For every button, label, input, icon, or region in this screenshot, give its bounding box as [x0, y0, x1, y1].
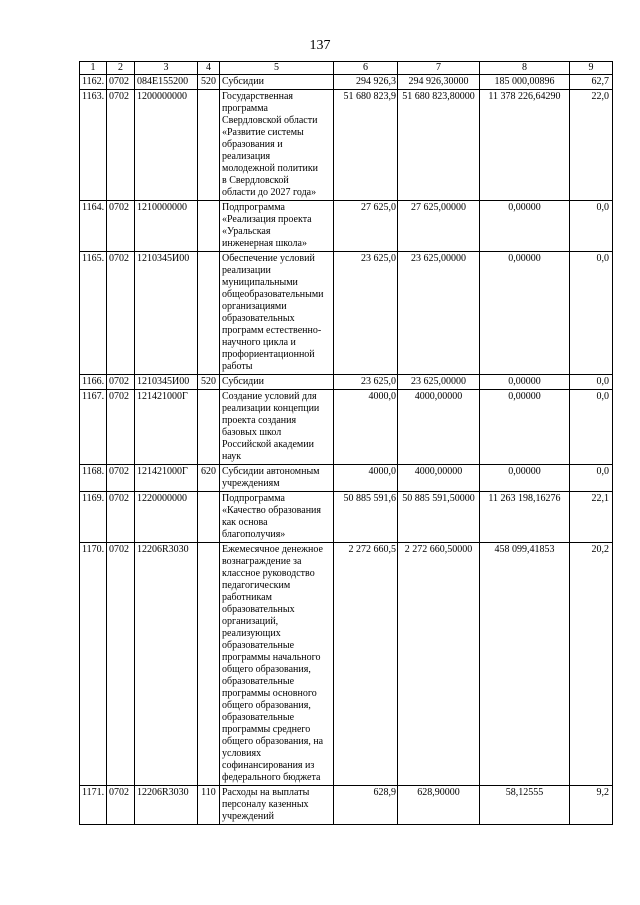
approved-amount-cell: 2 272 660,50000 — [398, 543, 480, 786]
table-row — [80, 252, 613, 375]
target-code-cell: 1210345И00 — [135, 375, 198, 390]
header-cell: 4 — [198, 62, 220, 75]
item-name-cell: Субсидии — [220, 75, 334, 90]
row-number-cell: 1171. — [80, 786, 107, 825]
executed-amount-cell: 458 099,41853 — [480, 543, 570, 786]
item-name-cell: Создание условий для реализации концепции проекта создания базовых школ Российской академии наук — [220, 390, 334, 465]
item-name-cell: Ежемесячное денежное вознаграждение за классное руководство педагогическим работникам образовательных организаций, реализующих образовательные программы начального общего образования, образовательные программы основного общего образования, образовательные программы среднего общего образования, на условиях софинансирования из федерального бюджета — [220, 543, 334, 786]
target-code-cell: 084E155200 — [135, 75, 198, 90]
header-cell: 6 — [334, 62, 398, 75]
approved-amount-cell: 628,90000 — [398, 786, 480, 825]
planned-amount-cell: 51 680 823,9 — [334, 90, 398, 201]
item-name-cell: Субсидии — [220, 375, 334, 390]
section-code-cell: 0702 — [107, 201, 135, 252]
table-row — [80, 375, 613, 390]
executed-amount-cell: 58,12555 — [480, 786, 570, 825]
expense-type-cell: 520 — [198, 75, 220, 90]
header-cell: 3 — [135, 62, 198, 75]
planned-amount-cell: 4000,0 — [334, 390, 398, 465]
item-name-cell: Субсидии автономным учреждениям — [220, 465, 334, 492]
executed-amount-cell: 0,00000 — [480, 252, 570, 375]
target-code-cell: 1200000000 — [135, 90, 198, 201]
expense-type-cell — [198, 90, 220, 201]
target-code-cell: 1210345И00 — [135, 252, 198, 375]
row-number-cell: 1165. — [80, 252, 107, 375]
budget-table — [79, 61, 613, 825]
row-number-cell: 1166. — [80, 375, 107, 390]
header-cell: 5 — [220, 62, 334, 75]
item-name-cell: Обеспечение условий реализации муниципальными общеобразовательными организациями образовательных программ естественно- научного цикла и профориентационной работы — [220, 252, 334, 375]
execution-percent-cell: 0,0 — [570, 465, 613, 492]
section-code-cell: 0702 — [107, 786, 135, 825]
section-code-cell: 0702 — [107, 543, 135, 786]
planned-amount-cell: 23 625,0 — [334, 252, 398, 375]
header-cell: 8 — [480, 62, 570, 75]
expense-type-cell: 520 — [198, 375, 220, 390]
execution-percent-cell: 9,2 — [570, 786, 613, 825]
approved-amount-cell: 27 625,00000 — [398, 201, 480, 252]
planned-amount-cell: 2 272 660,5 — [334, 543, 398, 786]
planned-amount-cell: 294 926,3 — [334, 75, 398, 90]
target-code-cell: 1210000000 — [135, 201, 198, 252]
item-name-cell: Расходы на выплаты персоналу казенных учреждений — [220, 786, 334, 825]
row-number-cell: 1168. — [80, 465, 107, 492]
header-row — [80, 62, 613, 75]
expense-type-cell — [198, 252, 220, 375]
section-code-cell: 0702 — [107, 390, 135, 465]
row-number-cell: 1170. — [80, 543, 107, 786]
execution-percent-cell: 62,7 — [570, 75, 613, 90]
page-number: 137 — [309, 38, 331, 53]
executed-amount-cell: 0,00000 — [480, 375, 570, 390]
execution-percent-cell: 0,0 — [570, 201, 613, 252]
expense-type-cell — [198, 390, 220, 465]
execution-percent-cell: 0,0 — [570, 390, 613, 465]
planned-amount-cell: 628,9 — [334, 786, 398, 825]
expense-type-cell — [198, 543, 220, 786]
section-code-cell: 0702 — [107, 252, 135, 375]
table-row — [80, 75, 613, 90]
section-code-cell: 0702 — [107, 75, 135, 90]
target-code-cell: 12206R3030 — [135, 786, 198, 825]
executed-amount-cell: 11 378 226,64290 — [480, 90, 570, 201]
executed-amount-cell: 0,00000 — [480, 390, 570, 465]
executed-amount-cell: 11 263 198,16276 — [480, 492, 570, 543]
table-row — [80, 90, 613, 201]
executed-amount-cell: 185 000,00896 — [480, 75, 570, 90]
table-row — [80, 465, 613, 492]
item-name-cell: Государственная программа Свердловской области «Развитие системы образования и реализация молодежной политики в Свердловской области до 2027 года» — [220, 90, 334, 201]
expense-type-cell: 620 — [198, 465, 220, 492]
section-code-cell: 0702 — [107, 465, 135, 492]
section-code-cell: 0702 — [107, 375, 135, 390]
approved-amount-cell: 4000,00000 — [398, 390, 480, 465]
row-number-cell: 1169. — [80, 492, 107, 543]
approved-amount-cell: 294 926,30000 — [398, 75, 480, 90]
target-code-cell: 12206R3030 — [135, 543, 198, 786]
table-row — [80, 492, 613, 543]
approved-amount-cell: 23 625,00000 — [398, 252, 480, 375]
table-row — [80, 543, 613, 786]
planned-amount-cell: 23 625,0 — [334, 375, 398, 390]
row-number-cell: 1164. — [80, 201, 107, 252]
row-number-cell: 1162. — [80, 75, 107, 90]
expense-type-cell — [198, 201, 220, 252]
planned-amount-cell: 27 625,0 — [334, 201, 398, 252]
executed-amount-cell: 0,00000 — [480, 201, 570, 252]
header-cell: 2 — [107, 62, 135, 75]
table-row — [80, 786, 613, 825]
approved-amount-cell: 4000,00000 — [398, 465, 480, 492]
approved-amount-cell: 50 885 591,50000 — [398, 492, 480, 543]
header-cell: 9 — [570, 62, 613, 75]
item-name-cell: Подпрограмма «Реализация проекта «Уральская инженерная школа» — [220, 201, 334, 252]
item-name-cell: Подпрограмма «Качество образования как основа благополучия» — [220, 492, 334, 543]
row-number-cell: 1167. — [80, 390, 107, 465]
planned-amount-cell: 4000,0 — [334, 465, 398, 492]
planned-amount-cell: 50 885 591,6 — [334, 492, 398, 543]
target-code-cell: 121421000Г — [135, 465, 198, 492]
header-cell: 1 — [80, 62, 107, 75]
execution-percent-cell: 20,2 — [570, 543, 613, 786]
execution-percent-cell: 22,1 — [570, 492, 613, 543]
header-cell: 7 — [398, 62, 480, 75]
approved-amount-cell: 51 680 823,80000 — [398, 90, 480, 201]
table-row — [80, 390, 613, 465]
expense-type-cell: 110 — [198, 786, 220, 825]
target-code-cell: 121421000Г — [135, 390, 198, 465]
expense-type-cell — [198, 492, 220, 543]
section-code-cell: 0702 — [107, 492, 135, 543]
execution-percent-cell: 22,0 — [570, 90, 613, 201]
target-code-cell: 1220000000 — [135, 492, 198, 543]
executed-amount-cell: 0,00000 — [480, 465, 570, 492]
section-code-cell: 0702 — [107, 90, 135, 201]
execution-percent-cell: 0,0 — [570, 375, 613, 390]
row-number-cell: 1163. — [80, 90, 107, 201]
execution-percent-cell: 0,0 — [570, 252, 613, 375]
table-row — [80, 201, 613, 252]
approved-amount-cell: 23 625,00000 — [398, 375, 480, 390]
